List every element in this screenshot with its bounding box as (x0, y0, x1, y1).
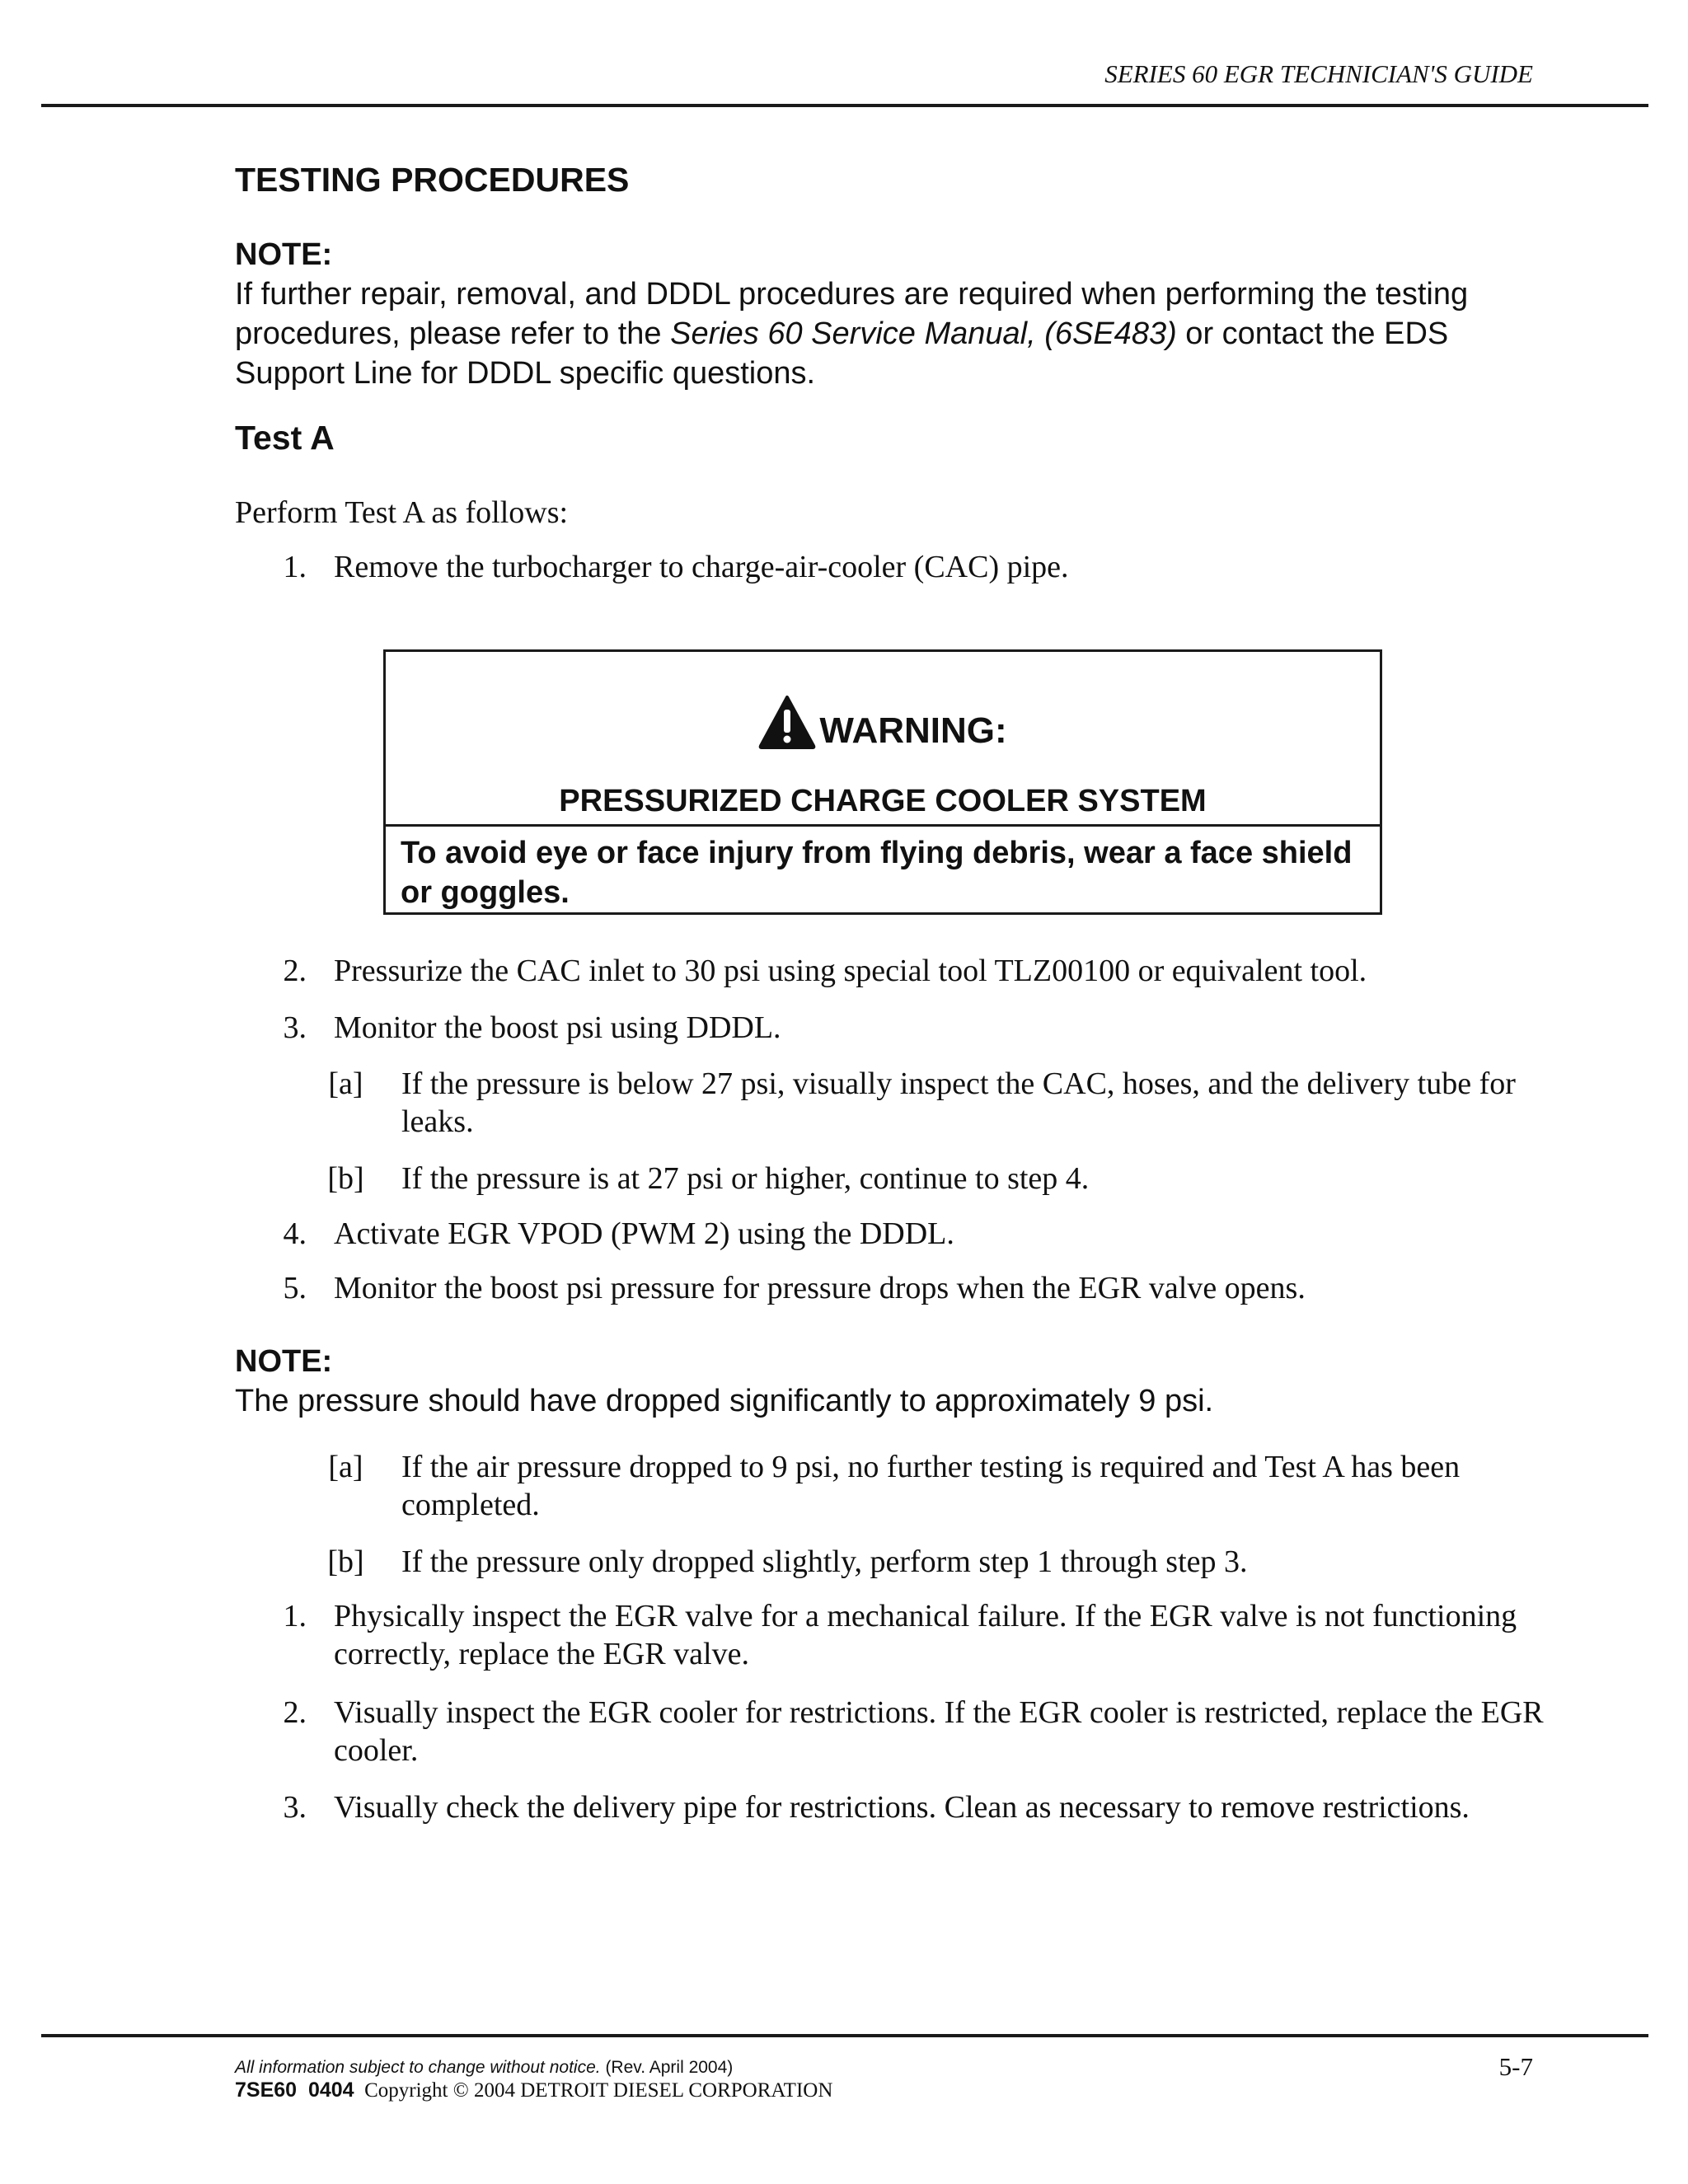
step-text: Remove the turbocharger to charge-air-cooler (CAC) pipe. (334, 550, 1069, 584)
subsection-title: Test A (235, 419, 335, 457)
step-marker: 3. (283, 1010, 307, 1045)
note-text-part: If further repair, removal, and DDDL procedures are required when performing the testing procedures, please refer to the (235, 277, 1469, 351)
step-marker: 3. (283, 1790, 307, 1825)
step-text: Monitor the boost psi using DDDL. (334, 1010, 781, 1045)
footer-rule (41, 2034, 1648, 2037)
manual-reference: Series 60 Service Manual, (6SE483) (670, 316, 1177, 351)
substep-text: If the pressure only dropped slightly, perform step 1 through step 3. (401, 1544, 1248, 1579)
warning-heading-text: WARNING: (819, 710, 1007, 751)
page-number: 5-7 (1498, 2052, 1533, 2081)
warning-body: To avoid eye or face injury from flying debris, wear a face shield or goggles. (401, 836, 1353, 910)
step-text: Pressurize the CAC inlet to 30 psi using special tool TLZ00100 or equivalent tool. (334, 954, 1367, 988)
warning-heading (386, 695, 1380, 752)
step-text: Visually check the delivery pipe for restrictions. Clean as necessary to remove restrictions. (334, 1790, 1470, 1825)
step-marker: 2. (283, 954, 307, 988)
step-marker: 1. (283, 550, 307, 584)
note-text (235, 274, 1545, 393)
step-marker: 2. (283, 1695, 307, 1730)
warning-box (383, 649, 1382, 915)
doc-code: 7SE60 0404 (235, 2079, 354, 2102)
warning-subtitle: PRESSURIZED CHARGE COOLER SYSTEM (559, 784, 1207, 818)
step-text: Activate EGR VPOD (PWM 2) using the DDDL. (334, 1216, 954, 1251)
note-label: NOTE: (235, 1344, 333, 1379)
exclamation-triangle-icon (758, 695, 816, 749)
step-text: Visually inspect the EGR cooler for restrictions. If the EGR cooler is restricted, replace the EGR cooler. (334, 1695, 1544, 1768)
step-text: Monitor the boost psi pressure for pressure drops when the EGR valve opens. (334, 1271, 1306, 1305)
step-marker: 5. (283, 1271, 307, 1305)
change-notice: All information subject to change without notice. (235, 2058, 601, 2077)
substep-marker: [a] (328, 1450, 363, 1484)
intro-text: Perform Test A as follows: (235, 495, 569, 530)
note-text: The pressure should have dropped significantly to approximately 9 psi. (235, 1384, 1214, 1418)
note-block (235, 1342, 1545, 1421)
warning-divider (386, 824, 1380, 827)
footer-copyright-line (235, 2079, 832, 2102)
running-header: SERIES 60 EGR TECHNICIAN'S GUIDE (1104, 59, 1533, 88)
step-marker: 1. (283, 1599, 307, 1633)
substep-text: If the pressure is below 27 psi, visually inspect the CAC, hoses, and the delivery tube for leaks. (401, 1066, 1516, 1139)
note-text-part: or contact the EDS Support Line for DDDL specific questions. (235, 316, 1449, 391)
section-title: TESTING PROCEDURES (235, 161, 630, 199)
note-block (235, 235, 1545, 393)
substep-marker: [b] (327, 1544, 364, 1579)
copyright: Copyright © 2004 DETROIT DIESEL CORPORATION (364, 2079, 833, 2102)
substep-text: If the pressure is at 27 psi or higher, continue to step 4. (401, 1161, 1090, 1196)
substep-marker: [a] (328, 1066, 363, 1101)
step-text: Physically inspect the EGR valve for a mechanical failure. If the EGR valve is not functioning correctly, replace the EGR valve. (334, 1599, 1517, 1671)
note-label: NOTE: (235, 237, 333, 272)
footer-notice (235, 2058, 733, 2078)
header-rule (41, 104, 1648, 107)
substep-text: If the air pressure dropped to 9 psi, no further testing is required and Test A has been completed. (401, 1450, 1461, 1522)
substep-marker: [b] (327, 1161, 364, 1196)
step-marker: 4. (283, 1216, 307, 1251)
revision-date: (Rev. April 2004) (605, 2058, 734, 2077)
